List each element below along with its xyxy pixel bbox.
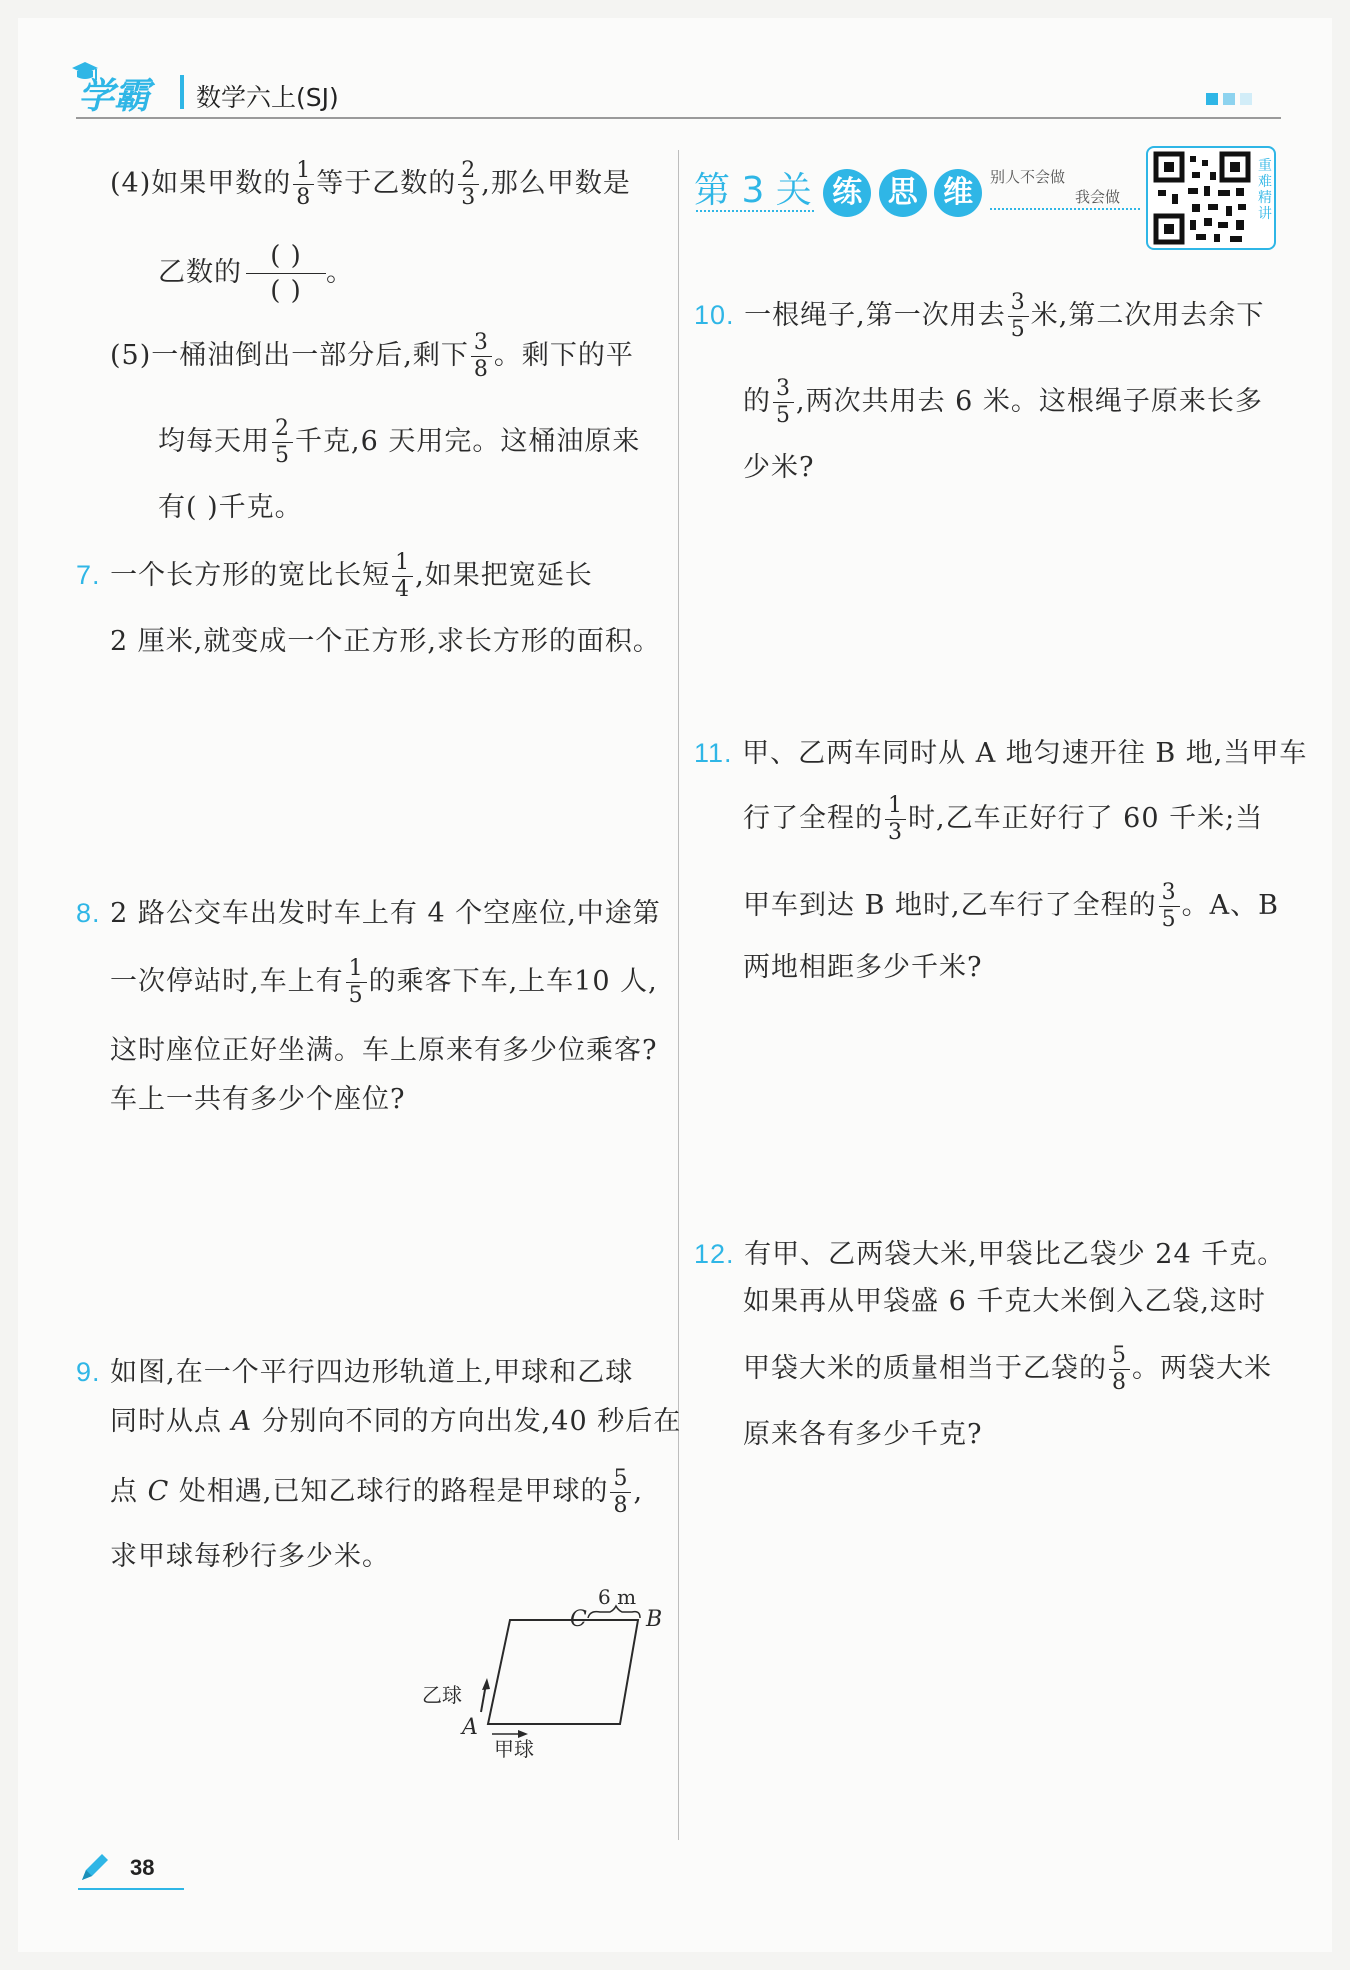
q7-line1: 7. 一个长方形的宽比长短 $\frac{1}{4}$ ,如果把宽延长 [76,550,593,602]
label-yi-ball: 乙球 [422,1683,462,1707]
parallelogram-figure [410,1582,680,1762]
stage-char-1: 练 [823,169,871,217]
q5-line2: 均每天用 $\frac{2}{5}$ 千克,6 天用完。这桶油原来 [158,416,641,468]
stage-dash-left [696,210,814,212]
fraction: $\frac{1}{4}$ [392,552,413,601]
header-rule [76,117,1281,119]
q11-line2: 行了全程的 $\frac{1}{3}$ 时,乙车正好行了 60 千米;当 [743,793,1264,845]
parallelogram-track [488,1620,638,1724]
q12-line4: 原来各有多少千克? [743,1419,983,1450]
stage-char-3: 维 [934,169,982,217]
fraction: $\frac{2}{5}$ [272,418,293,467]
fraction: $\frac{2}{3}$ [458,160,479,209]
q5-line1: (5)一桶油倒出一部分后,剩下 $\frac{3}{8}$ 。剩下的平 [110,330,634,382]
q11-line4: 两地相距多少千米? [743,952,983,983]
stage-title: 第 3 关 练 思 维 [694,162,978,217]
q4-line1: (4)如果甲数的 $\frac{1}{8}$ 等于乙数的 $\frac{2}{3}$ ,那么甲数是 [110,158,631,210]
fraction: $\frac{5}{8}$ [1109,1345,1130,1394]
header-square-1 [1206,93,1218,105]
fraction: $\frac{1}{5}$ [346,958,367,1007]
q12-line3: 甲袋大米的质量相当于乙袋的 $\frac{5}{8}$ 。两袋大米 [743,1343,1272,1395]
label-6m: 6 m [598,1585,637,1609]
qr-side-label: 重难精讲 [1258,158,1272,222]
q12-line1: 12. 有甲、乙两袋大米,甲袋比乙袋少 24 千克。 [694,1239,1286,1270]
brand-logo: 学霸 [78,76,151,117]
book-subtitle: 数学六上(SJ) [196,83,339,112]
fraction: $\frac{1}{3}$ [885,795,906,844]
q7-line2: 2 厘米,就变成一个正方形,求长方形的面积。 [110,626,661,657]
q10-line1: 10. 一根绳子,第一次用去 $\frac{3}{5}$ 米,第二次用去余下 [694,290,1265,342]
q9-line3: 点 C 处相遇,已知乙球行的路程是甲球的 $\frac{5}{8}$ , [110,1466,644,1518]
fraction: $\frac{3}{5}$ [1159,882,1180,931]
q8-line3: 这时座位正好坐满。车上原来有多少位乘客? [110,1035,658,1066]
q10-line2: 的 $\frac{3}{5}$ ,两次共用去 6 米。这根绳子原来长多 [743,376,1263,428]
q11-line3: 甲车到达 B 地时,乙车行了全程的 $\frac{3}{5}$ 。A、B [743,880,1279,932]
label-jia-ball: 甲球 [494,1737,534,1761]
label-b: B [646,1607,663,1632]
q8-line4: 车上一共有多少个座位? [110,1084,406,1115]
q8-line2: 一次停站时,车上有 $\frac{1}{5}$ 的乘客下车,上车10 人, [110,956,658,1008]
label-c: C [570,1607,587,1632]
fraction: $\frac{3}{5}$ [1008,292,1029,341]
question-number: 9. [76,1357,101,1387]
q4-line2: 乙数的 ( ) ( ) 。 [158,241,354,306]
question-number: 8. [76,898,101,928]
pencil-icon [78,1850,112,1884]
q11-line1: 11. 甲、乙两车同时从 A 地匀速开往 B 地,当甲车 [694,738,1308,769]
qr-code-icon [1152,150,1252,246]
page-number: 38 [130,1855,155,1880]
q10-line3: 少米? [743,452,815,483]
header-square-3 [1240,93,1252,105]
fraction: $\frac{5}{8}$ [610,1468,631,1517]
stage-dash-right [990,208,1140,210]
answer-blank-fraction[interactable]: ( ) ( ) [246,243,326,304]
q9-line1: 9. 如图,在一个平行四边形轨道上,甲球和乙球 [76,1357,634,1388]
header-square-2 [1223,93,1235,105]
fraction: $\frac{3}{5}$ [773,378,794,427]
stage-note-1: 别人不会做 [990,168,1066,186]
label-a: A [462,1715,478,1740]
q9-line4: 求甲球每秒行多少米。 [110,1541,390,1572]
question-number: 11. [694,738,733,768]
fraction: $\frac{1}{8}$ [293,160,314,209]
footer-rule [78,1888,184,1890]
stage-char-2: 思 [879,169,927,217]
question-number: 12. [694,1239,735,1269]
stage-note-2: 我会做 [1075,188,1121,206]
fraction: $\frac{3}{8}$ [471,332,492,381]
question-number: 10. [694,300,735,330]
question-number: 7. [76,560,101,590]
q8-line1: 8. 2 路公交车出发时车上有 4 个空座位,中途第 [76,898,661,929]
header-separator [180,75,184,109]
q12-line2: 如果再从甲袋盛 6 千克大米倒入乙袋,这时 [743,1286,1266,1317]
qr-code[interactable] [1146,146,1276,250]
q5-line3: 有( )千克。 [158,492,303,523]
q9-line2: 同时从点 A 分别向不同的方向出发,40 秒后在 [110,1406,682,1437]
arrow-up-icon [481,1678,490,1712]
